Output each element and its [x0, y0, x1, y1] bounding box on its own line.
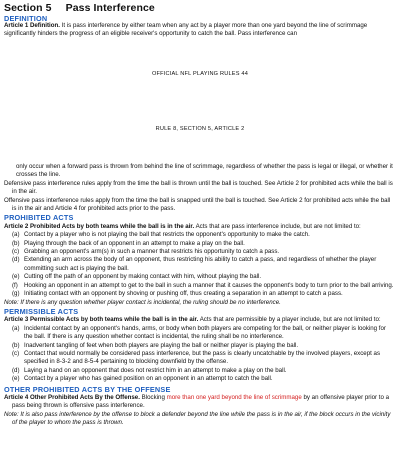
list-item: (a) Contact by a player who is not playing the ball that restricts the opponent's opportunity to make the catch. — [12, 231, 310, 239]
article2-title: Prohibited Acts by both teams while the ball is in the air. — [29, 222, 195, 230]
section-number: Section 5 — [4, 2, 52, 14]
defensive-paragraph: Defensive pass interference rules apply from the time the ball is thrown until the ball is touched. See Article 2 for prohibited acts while the ball is in the air. — [4, 179, 393, 196]
continued-paragraph: only occur when a forward pass is thrown from behind the line of scrimmage, regardless of whether the pass is legal or illegal, or whether it crosses the line. — [16, 163, 393, 179]
article2-label: Article 2 — [4, 222, 29, 230]
list-item: (d) Extending an arm across the body of an opponent, thus restricting his ability to catch a pass, and regardless of whether the player committing such act is playing the ball. — [12, 256, 377, 272]
list-item: (c) Contact that would normally be considered pass interference, but the pass is clearly uncatchable by the involved players, except as specified in 8-3-2 and 8-5-4 pertaining to blocking downfield by the offense. — [12, 349, 381, 366]
permissible-list — [4, 325, 396, 384]
prohibited-list — [4, 231, 396, 298]
article3-label: Article 3 — [4, 316, 29, 324]
article4-pre: Blocking — [141, 393, 165, 401]
definition-heading: DEFINITION — [4, 14, 48, 23]
article3-paragraph — [4, 316, 396, 324]
article2-paragraph — [4, 223, 396, 231]
article3-intro: Acts that are permissible by a player include, but are not limited to: — [199, 316, 381, 324]
article2-intro: Acts that are pass interference include, but are not limited to: — [195, 222, 361, 230]
prohibited-heading: PROHIBITED ACTS — [4, 213, 74, 223]
article2-note: Note: If there is any question whether player contact is incidental, the ruling should be no interference. — [4, 298, 281, 306]
page-footer: OFFICIAL NFL PLAYING RULES 44 — [151, 71, 249, 77]
article3-title: Permissible Acts by both teams while the ball is in the air. — [29, 316, 199, 324]
list-item: (b) Inadvertent tangling of feet when both players are playing the ball or neither player is playing the ball. — [12, 341, 299, 349]
section-title: Pass Interference — [65, 2, 155, 14]
list-item: (b) Playing through the back of an opponent in an attempt to make a play on the ball. — [12, 239, 245, 247]
list-item: (d) Laying a hand on an opponent that does not restrict him in an attempt to make a play on the ball. — [12, 366, 287, 374]
article4-highlight: more than one yard beyond the line of scrimmage — [166, 393, 302, 401]
offensive-paragraph: Offensive pass interference rules apply from the time the ball is snapped until the ball is touched. See Article 2 for prohibited acts while the ball is in the air and Article 4 for prohibited acts prior to the pass. — [4, 196, 391, 213]
body-text — [4, 163, 396, 428]
article1-label: Article 1 — [4, 22, 29, 29]
article4-post: by an offensive player prior to a pass being thrown is offensive pass interference. — [12, 393, 390, 410]
article4-note: Note: It is also pass interference by the offense to block a defender beyond the line while the pass is in the air, if the block occurs in the vicinity of the player to whom the pass is thrown. — [4, 410, 391, 427]
article4-title: Other Prohibited Acts By the Offense. — [29, 393, 140, 401]
article4-label: Article 4 — [4, 393, 29, 401]
permissible-heading: PERMISSIBLE ACTS — [4, 306, 79, 316]
running-head: RULE 8, SECTION 5, ARTICLE 2 — [155, 126, 245, 132]
article1-text: It is pass interference by either team when any act by a player more than one yard beyond the line of scrimmage significantly hinders the progress of an eligible receiver's opportunity to catch the ball. Pass interference can — [4, 22, 368, 38]
list-item: (g) Initiating contact with an opponent by shoving or pushing off, thus creating a separation in an attempt to catch a pass. — [12, 290, 343, 298]
list-item: (e) Contact by a player who has gained position on an opponent in an attempt to catch the ball. — [12, 375, 273, 383]
list-item: (f) Hooking an opponent in an attempt to get to the ball in such a manner that it causes the opponent's body to turn prior to the ball arriving. — [12, 281, 394, 289]
other-heading: OTHER PROHIBITED ACTS BY THE OFFENSE — [4, 384, 171, 394]
article1-title: Definition. — [29, 22, 60, 29]
article4-paragraph — [4, 394, 396, 411]
article1-paragraph — [4, 22, 396, 39]
list-item: (e) Cutting off the path of an opponent by making contact with him, without playing the ball. — [12, 273, 262, 281]
list-item: (c) Grabbing an opponent's arm(s) in such a manner that restricts his opportunity to catch a pass. — [12, 248, 280, 256]
list-item: (a) Incidental contact by an opponent's hands, arms, or body when both players are competing for the ball, or neither player is looking for the ball. If there is any question whether contact is incidental, the ruling shall be no interference. — [12, 324, 386, 341]
section-header — [4, 2, 155, 14]
